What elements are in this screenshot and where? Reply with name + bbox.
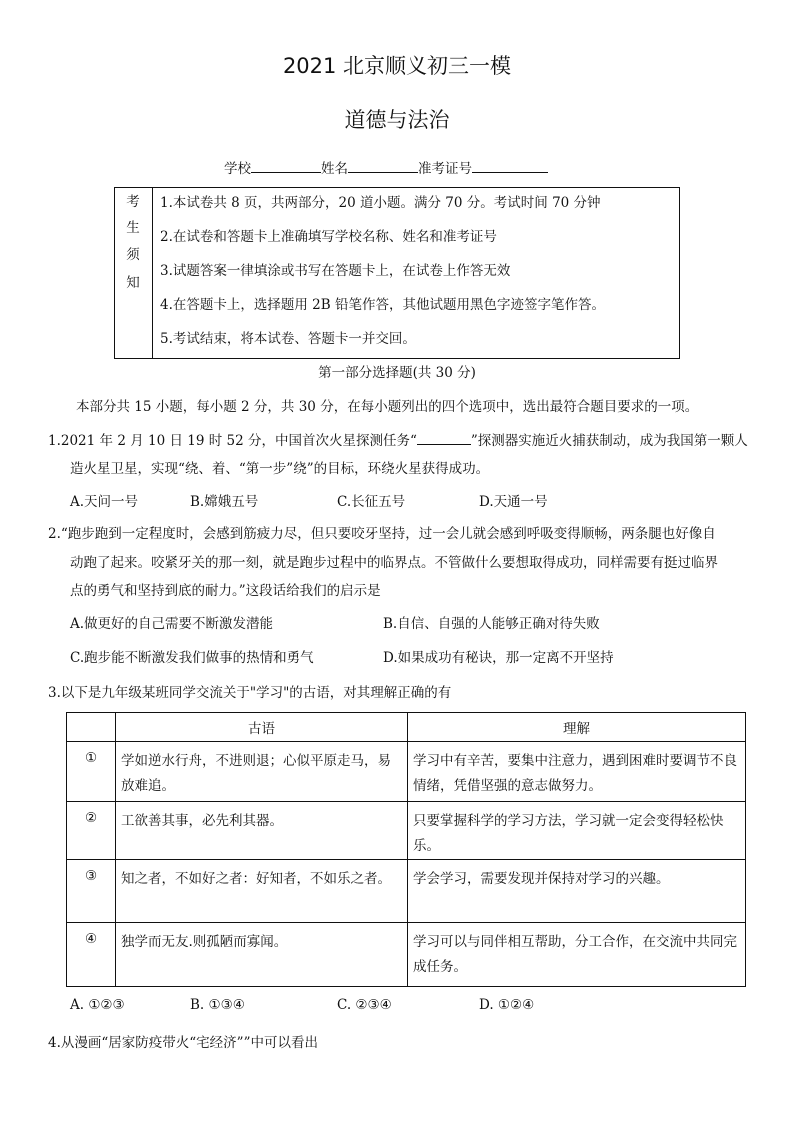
quotes-table	[66, 712, 746, 987]
q3-option-c[interactable]: C. ②③④	[337, 997, 392, 1013]
q1-option-d[interactable]: D.天通一号	[479, 494, 548, 510]
row-number: ②	[67, 802, 116, 860]
q1-option-a[interactable]: A.天问一号	[70, 494, 139, 510]
quote-cell: 学如逆水行舟，不进则退；心似平原走马，易放难追。	[116, 742, 408, 802]
subject-title: 道德与法治	[344, 108, 450, 132]
q1-option-c[interactable]: C.长征五号	[337, 494, 406, 510]
q2-option-d[interactable]: D.如果成功有秘诀，那一定离不开坚持	[383, 650, 614, 666]
q3-option-b[interactable]: B. ①③④	[190, 997, 245, 1013]
notice-item: 4.在答题卡上，选择题用 2B 铅笔作答，其他试题用黑色字迹签字笔作答。	[160, 297, 605, 313]
notice-heading-char: 须	[126, 247, 140, 263]
row-number: ①	[67, 742, 116, 802]
q1-option-b[interactable]: B.嫦娥五号	[190, 494, 259, 510]
quote-cell: 独学而无友.则孤陋而寡闻。	[116, 923, 408, 987]
q2-option-c[interactable]: C.跑步能不断激发我们做事的热情和勇气	[70, 650, 314, 666]
question-1-line: 造火星卫星，实现“绕、着、“第一步”绕”的目标，环绕火星获得成功。	[70, 461, 490, 477]
exam-id-label: 准考证号	[418, 161, 472, 177]
school-label: 学校	[224, 161, 251, 177]
notice-item: 5.考试结束，将本试卷、答题卡一并交回。	[160, 331, 416, 347]
question-4-stem: 4.从漫画“居家防疫带火“宅经济””中可以看出	[48, 1035, 318, 1051]
question-1-blank	[417, 431, 471, 445]
page-title: 2021 北京顺义初三一模	[282, 54, 512, 78]
quote-cell: 知之者，不如好之者：好知者，不如乐之者。	[116, 860, 408, 923]
question-2-line: 点的勇气和坚持到底的耐力。”这段话给我们的启示是	[70, 583, 381, 599]
meaning-cell: 学会学习，需要发现并保持对学习的兴趣。	[408, 860, 746, 923]
question-1-text: 1.2021 年 2 月 10 日 19 时 52 分，中国首次火星探测任务“	[48, 433, 417, 449]
notice-item: 3.试题答案一律填涂或书写在答题卡上，在试卷上作答无效	[160, 263, 511, 279]
q2-option-a[interactable]: A.做更好的自己需要不断激发潜能	[70, 616, 274, 632]
section-intro: 本部分共 15 小题，每小题 2 分，共 30 分，在每小题列出的四个选项中，选出最符合题目要求的一项。	[76, 399, 699, 415]
table-row	[67, 860, 746, 923]
exam-id-blank[interactable]	[472, 159, 548, 173]
table-row	[67, 742, 746, 802]
table-header-cell	[67, 713, 116, 742]
table-row	[67, 923, 746, 987]
quote-cell: 工欲善其事，必先利其器。	[116, 802, 408, 860]
notice-heading-char: 知	[126, 275, 140, 291]
question-3-stem: 3.以下是九年级某班同学交流关于"学习"的古语，对其理解正确的有	[48, 685, 452, 701]
question-2-line: 2.“跑步跑到一定程度时，会感到筋疲力尽，但只要咬牙坚持，过一会儿就会感到呼吸变得顺畅，两条腿也好像自	[48, 526, 716, 542]
q2-option-b[interactable]: B.自信、自强的人能够正确对待失败	[383, 616, 600, 632]
table-row	[67, 802, 746, 860]
section-title: 第一部分选择题(共 30 分)	[318, 365, 476, 381]
student-info-line	[224, 157, 548, 177]
question-1-line	[48, 429, 748, 449]
exam-notice-box	[114, 187, 680, 359]
notice-item: 2.在试卷和答题卡上准确填写学校名称、姓名和准考证号	[160, 229, 497, 245]
table-header-cell: 理解	[408, 713, 746, 742]
notice-item: 1.本试卷共 8 页，共两部分，20 道小题。满分 70 分。考试时间 70 分钟	[160, 195, 601, 211]
name-blank[interactable]	[348, 159, 418, 173]
table-header-cell: 古语	[116, 713, 408, 742]
row-number: ④	[67, 923, 116, 987]
meaning-cell: 只要掌握科学的学习方法，学习就一定会变得轻松快乐。	[408, 802, 746, 860]
q3-option-d[interactable]: D. ①②④	[479, 997, 535, 1013]
question-2-line: 动跑了起来。咬紧牙关的那一刻，就是跑步过程中的临界点。不管做什么要想取得成功，同样需要有挺过临界	[70, 555, 718, 571]
notice-heading	[115, 188, 153, 358]
meaning-cell: 学习中有辛苦，要集中注意力，遇到困难时要调节不良情绪，凭借坚强的意志做努力。	[408, 742, 746, 802]
notice-heading-char: 考	[126, 194, 140, 210]
notice-heading-char: 生	[126, 220, 140, 236]
question-1-text: ”探测器实施近火捕获制动，成为我国第一颗人	[470, 433, 748, 449]
school-blank[interactable]	[251, 159, 321, 173]
row-number: ③	[67, 860, 116, 923]
q3-option-a[interactable]: A. ①②③	[70, 997, 125, 1013]
meaning-cell: 学习可以与同伴相互帮助，分工合作，在交流中共同完成任务。	[408, 923, 746, 987]
name-label: 姓名	[321, 161, 348, 177]
table-header-row	[67, 713, 746, 742]
